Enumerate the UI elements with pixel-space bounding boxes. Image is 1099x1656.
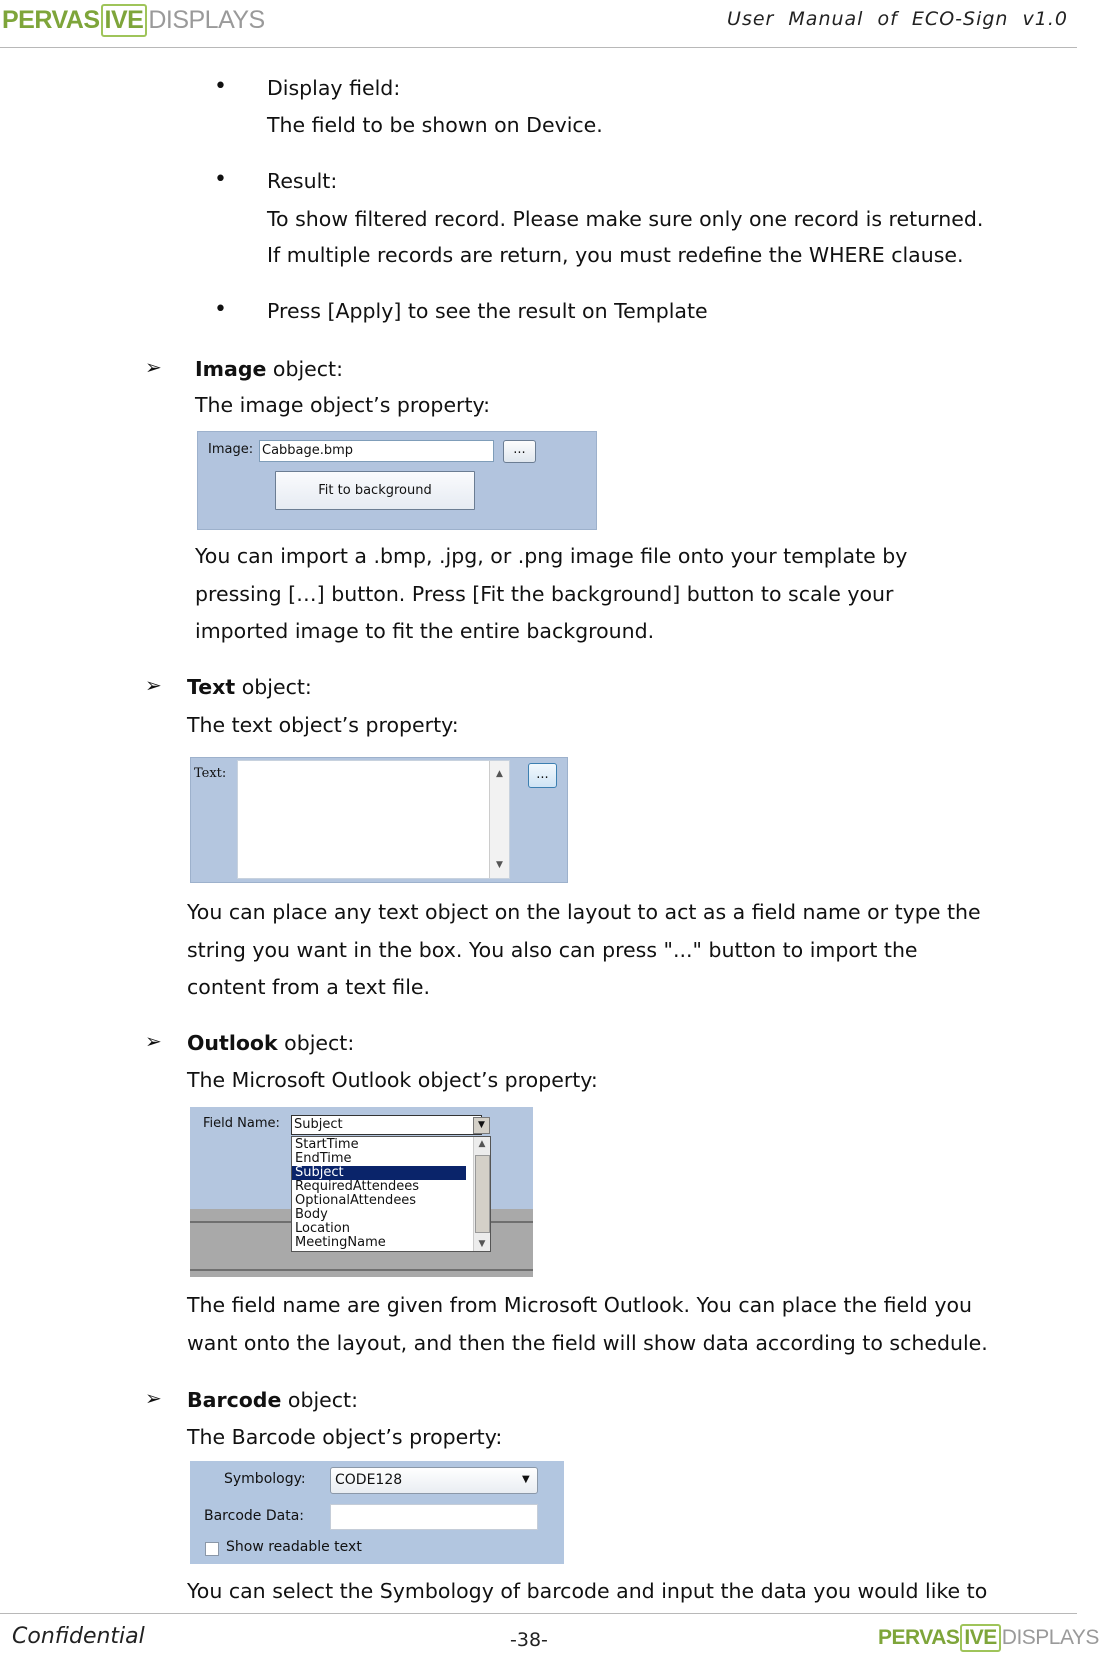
barcode-property-panel bbox=[190, 1461, 564, 1564]
list-item-selected[interactable]: Subject bbox=[292, 1166, 466, 1180]
browse-button[interactable]: ... bbox=[503, 440, 536, 463]
header-divider bbox=[0, 47, 1077, 48]
readable-text-checkbox[interactable] bbox=[205, 1542, 219, 1556]
arrow-bullet-icon: ➢ bbox=[145, 673, 162, 697]
scroll-up-icon[interactable]: ▲ bbox=[478, 1139, 486, 1149]
fit-to-background-button[interactable]: Fit to background bbox=[275, 471, 475, 510]
outlook-property-panel bbox=[190, 1107, 533, 1277]
field-name-label: Field Name: bbox=[203, 1116, 280, 1131]
image-heading: Image object: bbox=[195, 357, 344, 381]
outlook-desc-line: want onto the layout, and then the field will show data according to schedule. bbox=[187, 1331, 988, 1355]
text-desc-line: You can place any text object on the layout to act as a field name or type the bbox=[187, 900, 981, 924]
text-intro: The text object’s property: bbox=[187, 713, 459, 737]
list-item[interactable]: RequiredAttendees bbox=[295, 1179, 419, 1194]
barcode-data-label: Barcode Data: bbox=[204, 1508, 304, 1524]
image-label: Image: bbox=[208, 442, 254, 457]
arrow-bullet-icon: ➢ bbox=[145, 1386, 162, 1410]
text-content-area[interactable] bbox=[237, 760, 510, 879]
panel-divider bbox=[190, 1269, 533, 1271]
arrow-bullet-icon: ➢ bbox=[145, 355, 162, 379]
bullet-icon: • bbox=[214, 297, 227, 322]
chevron-down-icon[interactable]: ▼ bbox=[522, 1474, 530, 1485]
list-item[interactable]: MeetingName bbox=[295, 1235, 386, 1250]
header-title: User Manual of ECO-Sign v1.0 bbox=[727, 8, 1068, 30]
barcode-data-input[interactable] bbox=[330, 1504, 538, 1530]
image-desc-line: pressing […] button. Press [Fit the background] button to scale your bbox=[195, 582, 894, 606]
image-intro: The image object’s property: bbox=[195, 393, 491, 417]
scroll-thumb[interactable] bbox=[475, 1155, 490, 1233]
result-desc-line: To show filtered record. Please make sure only one record is returned. bbox=[267, 207, 984, 231]
symbology-label: Symbology: bbox=[224, 1471, 306, 1487]
field-name-list[interactable] bbox=[291, 1136, 491, 1252]
list-item[interactable]: OptionalAttendees bbox=[295, 1193, 417, 1208]
text-heading: Text object: bbox=[187, 675, 312, 699]
text-desc-line: string you want in the box. You also can press "..." button to import the bbox=[187, 938, 918, 962]
list-scrollbar[interactable] bbox=[473, 1137, 490, 1251]
apply-note: Press [Apply] to see the result on Template bbox=[267, 299, 708, 323]
outlook-desc-line: The field name are given from Microsoft Outlook. You can place the field you bbox=[187, 1293, 972, 1317]
barcode-heading: Barcode object: bbox=[187, 1388, 358, 1412]
text-desc-line: content from a text file. bbox=[187, 975, 431, 999]
display-field-desc: The field to be shown on Device. bbox=[267, 113, 603, 137]
dropdown-arrow-icon[interactable]: ▼ bbox=[473, 1117, 490, 1134]
scroll-up-icon[interactable]: ▲ bbox=[496, 769, 503, 779]
text-scrollbar[interactable] bbox=[489, 761, 509, 878]
page-number: -38- bbox=[510, 1629, 548, 1651]
list-item[interactable]: Body bbox=[295, 1207, 328, 1222]
image-desc-line: You can import a .bmp, .jpg, or .png image file onto your template by bbox=[195, 544, 908, 568]
list-item[interactable]: EndTime bbox=[295, 1151, 352, 1166]
text-import-button[interactable]: ... bbox=[528, 763, 557, 788]
outlook-intro: The Microsoft Outlook object’s property: bbox=[187, 1068, 598, 1092]
footer-confidential: Confidential bbox=[12, 1624, 145, 1649]
result-title: Result: bbox=[267, 169, 338, 193]
list-item[interactable]: StartTime bbox=[295, 1137, 359, 1152]
scroll-down-icon[interactable]: ▼ bbox=[496, 860, 503, 870]
footer-logo: PERVAS IVE DISPLAYS bbox=[878, 1624, 1099, 1652]
image-property-panel bbox=[197, 431, 597, 530]
bullet-icon: • bbox=[214, 74, 227, 99]
readable-text-label: Show readable text bbox=[226, 1539, 362, 1555]
field-name-select[interactable]: Subject bbox=[291, 1115, 482, 1135]
image-desc-line: imported image to fit the entire background. bbox=[195, 619, 655, 643]
arrow-bullet-icon: ➢ bbox=[145, 1029, 162, 1053]
barcode-intro: The Barcode object’s property: bbox=[187, 1425, 503, 1449]
scroll-down-icon[interactable]: ▼ bbox=[478, 1239, 486, 1249]
bullet-icon: • bbox=[214, 167, 227, 192]
outlook-heading: Outlook object: bbox=[187, 1031, 355, 1055]
text-label: Text: bbox=[194, 766, 227, 781]
header-logo: PERVAS IVE DISPLAYS bbox=[2, 4, 265, 36]
footer-divider bbox=[0, 1613, 1077, 1614]
list-item[interactable]: Location bbox=[295, 1221, 350, 1236]
result-desc-line: If multiple records are return, you must redefine the WHERE clause. bbox=[267, 243, 964, 267]
text-property-panel bbox=[190, 757, 568, 883]
image-file-input[interactable]: Cabbage.bmp bbox=[259, 440, 494, 462]
display-field-title: Display field: bbox=[267, 76, 401, 100]
barcode-desc-line: You can select the Symbology of barcode and input the data you would like to bbox=[187, 1579, 988, 1603]
symbology-select[interactable]: CODE128 bbox=[330, 1467, 538, 1494]
